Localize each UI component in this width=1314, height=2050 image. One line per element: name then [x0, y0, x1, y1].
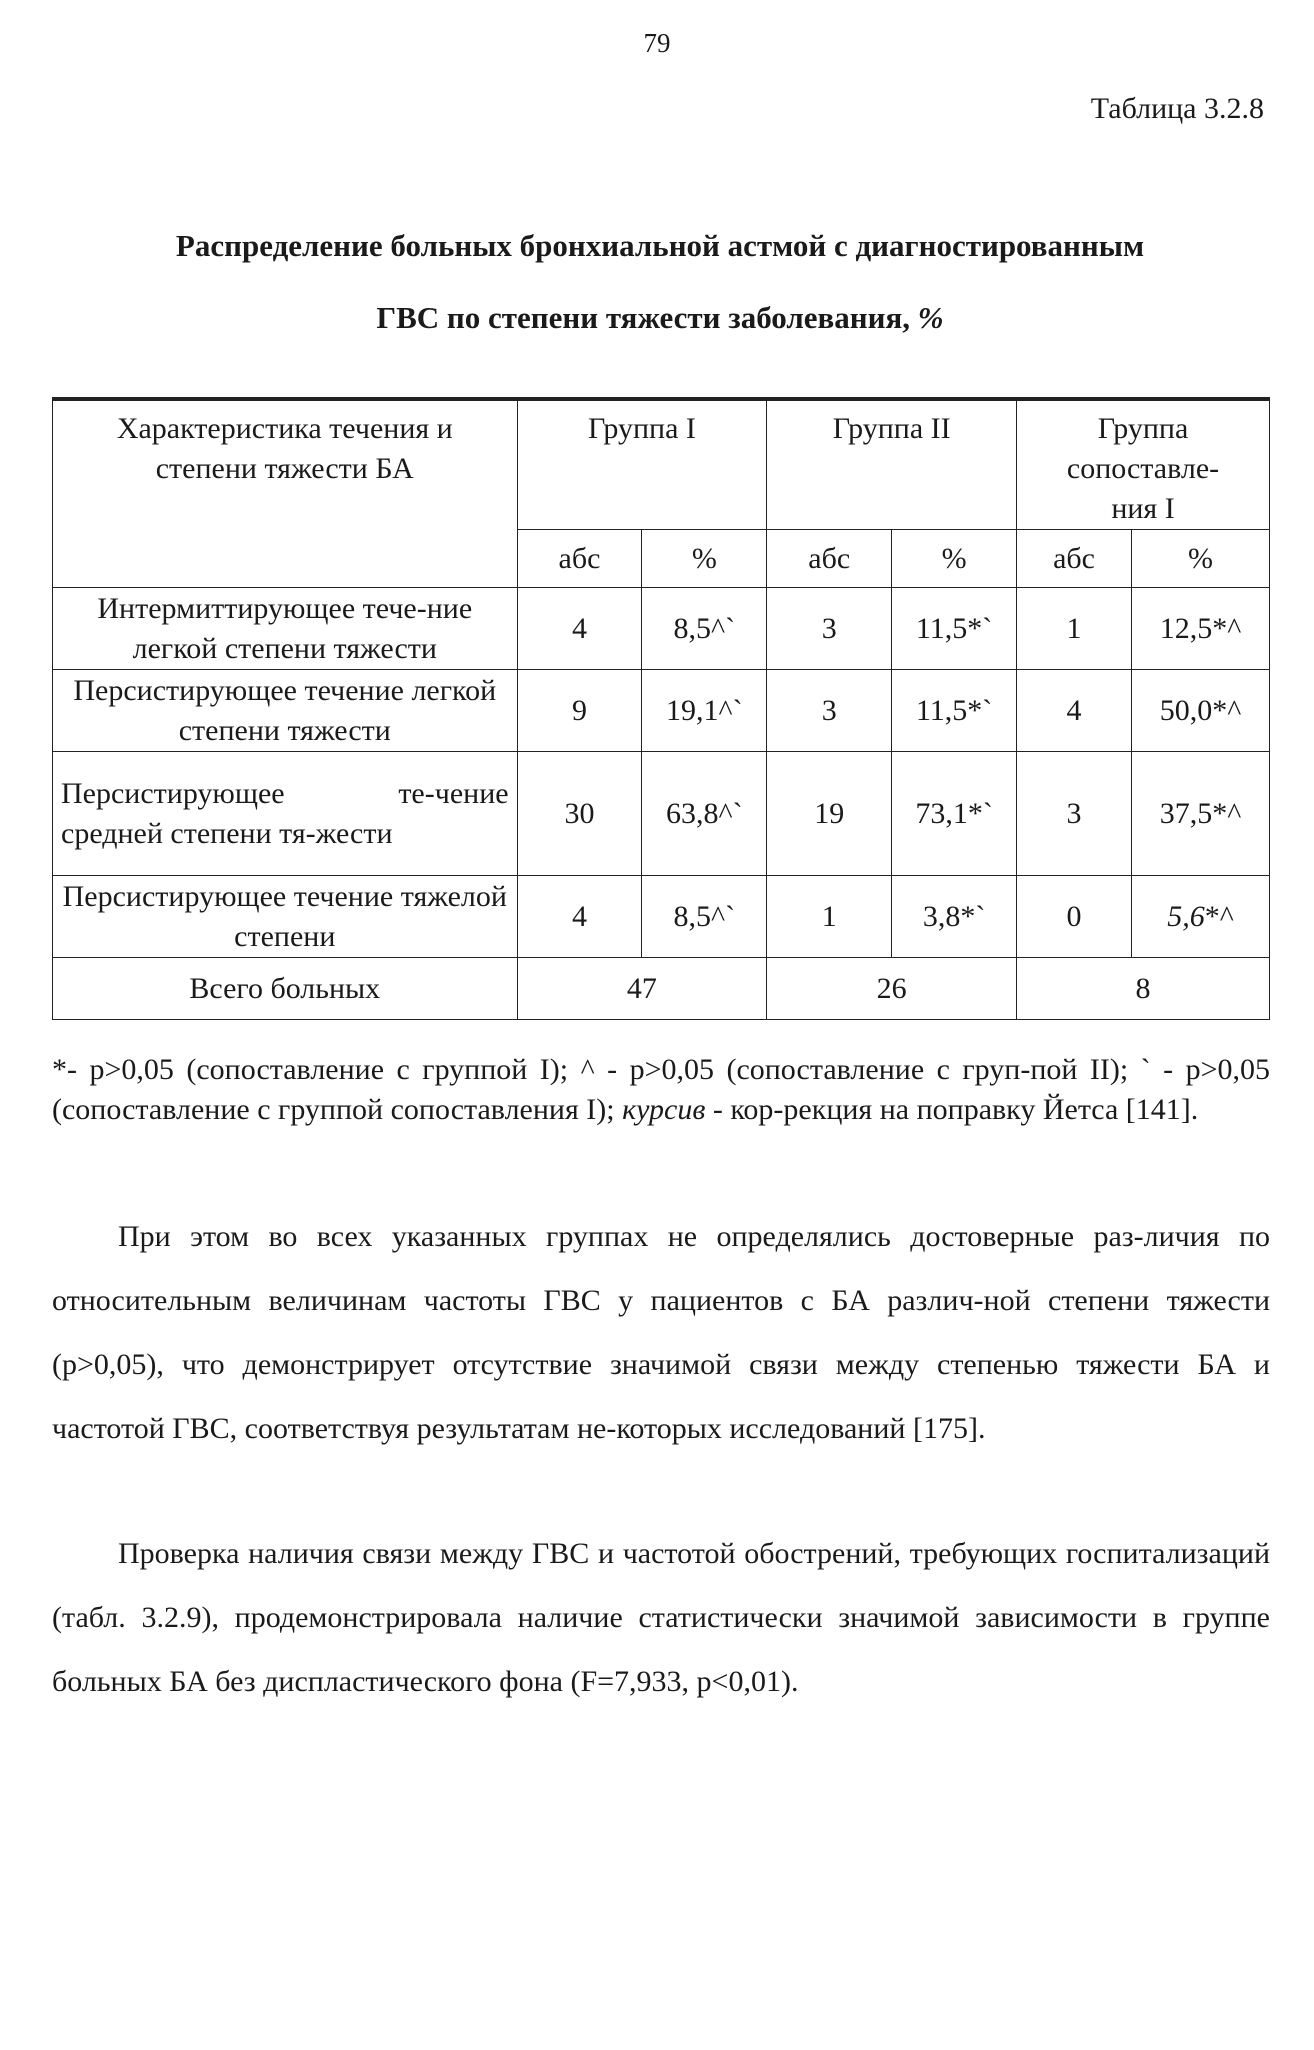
g2-pct-cell: 11,5*`: [892, 670, 1017, 752]
table-footnote: [52, 1050, 1270, 1130]
table-title-percent: %: [917, 300, 944, 335]
header-g3-abs: абс: [1017, 530, 1132, 588]
header-characteristic: Характеристика течения и степени тяжести БА: [53, 399, 518, 588]
g1-abs-cell: 4: [517, 588, 642, 670]
table-title: [60, 210, 1260, 354]
paragraph-2: Проверка наличия связи между ГВС и частотой обострений, требующих госпитализаций (табл. 3.2.9), продемонстрировала наличие статистически значимой зависимости в группе больных БА без диспластического фона (F=7,933, p<0,01).: [52, 1537, 1270, 1698]
g1-abs-cell: 9: [517, 670, 642, 752]
g1-abs-cell: 30: [517, 752, 642, 876]
row-label: Персистирующее те-чение средней степени тя-жести: [53, 752, 518, 876]
footnote-part1: *- p>0,05 (сопоставление с группой I); ^ - p>0,05 (сопоставление с груп-пой II); ` - p>0,05 (сопоставление с группой сопоставления I);: [52, 1053, 1270, 1126]
header-group3: Группа сопоставле-ния I: [1017, 399, 1270, 530]
g3-abs-cell: 4: [1017, 670, 1132, 752]
table-row: [53, 752, 1270, 876]
total-label: Всего больных: [53, 958, 518, 1020]
row-label: Персистирующее течение легкой степени тяжести: [53, 670, 518, 752]
g1-pct-cell: 8,5^`: [642, 876, 767, 958]
g2-pct-cell: 11,5*`: [892, 588, 1017, 670]
table-row: [53, 670, 1270, 752]
header-group1: Группа I: [517, 399, 767, 530]
g3-pct-cell: [1131, 876, 1269, 958]
table-row: [53, 588, 1270, 670]
severity-table: [52, 397, 1270, 1020]
table-number: Таблица 3.2.8: [1090, 92, 1264, 125]
g1-abs-cell: 4: [517, 876, 642, 958]
header-g3-pct: %: [1131, 530, 1269, 588]
footnote-italic: курсив: [622, 1093, 706, 1126]
total-row: [53, 958, 1270, 1020]
g3-abs-cell: 3: [1017, 752, 1132, 876]
header-g2-pct: %: [892, 530, 1017, 588]
total-g2: 26: [767, 958, 1017, 1020]
header-g1-abs: абс: [517, 530, 642, 588]
footnote-part2: - кор-рекция на поправку Йетса [141].: [712, 1093, 1199, 1126]
row-label: Персистирующее течение тяжелой степени: [53, 876, 518, 958]
g2-abs-cell: 1: [767, 876, 892, 958]
header-g1-pct: %: [642, 530, 767, 588]
g2-abs-cell: 3: [767, 588, 892, 670]
g1-pct-cell: 63,8^`: [642, 752, 767, 876]
g2-pct-cell: 73,1*`: [892, 752, 1017, 876]
header-group2: Группа II: [767, 399, 1017, 530]
table-title-line2: [60, 282, 1260, 354]
total-g3: 8: [1017, 958, 1270, 1020]
g2-abs-cell: 3: [767, 670, 892, 752]
g3-abs-cell: 0: [1017, 876, 1132, 958]
table-title-line1: Распределение больных бронхиальной астмой с диагностированным: [175, 228, 1145, 263]
paragraph-1: При этом во всех указанных группах не определялись достоверные раз-личия по относительным величинам частоты ГВС у пациентов с БА различ-ной степени тяжести (p>0,05), что демонстрирует отсутствие значимой связи между степенью тяжести БА и частотой ГВС, соответствуя результатам не-которых исследований [175].: [52, 1220, 1270, 1445]
g3-abs-cell: 1: [1017, 588, 1132, 670]
row-label: Интермиттирующее тече-ние легкой степени тяжести: [53, 588, 518, 670]
total-g1: 47: [517, 958, 767, 1020]
page-number: 79: [643, 28, 671, 58]
table-row: [53, 876, 1270, 958]
table-title-line2-text: ГВС по степени тяжести заболевания,: [376, 300, 911, 335]
g2-abs-cell: 19: [767, 752, 892, 876]
g1-pct-cell: 19,1^`: [642, 670, 767, 752]
g3-pct-cell: 12,5*^: [1131, 588, 1269, 670]
g3-pct-cell: 50,0*^: [1131, 670, 1269, 752]
g2-pct-cell: 3,8*`: [892, 876, 1017, 958]
header-g2-abs: абс: [767, 530, 892, 588]
g3-pct-italic: 5,6: [1167, 899, 1205, 933]
g3-pct-marks: *^: [1204, 899, 1234, 933]
g3-pct-cell: 37,5*^: [1131, 752, 1269, 876]
g1-pct-cell: 8,5^`: [642, 588, 767, 670]
header-row-groups: [53, 399, 1270, 530]
